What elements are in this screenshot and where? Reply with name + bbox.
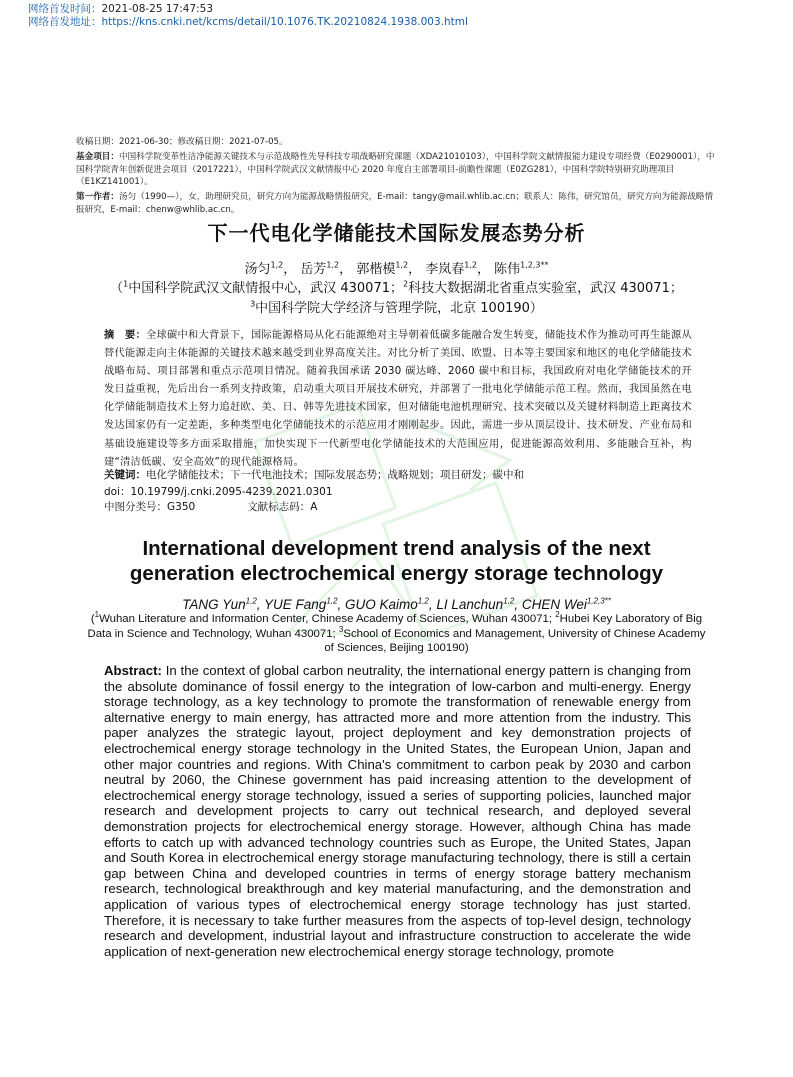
received-dates: 收稿日期：2021-06-30；修改稿日期：2021-07-05。: [76, 137, 288, 147]
classification-line: [104, 500, 317, 514]
author-name: TANG Yun: [182, 597, 246, 612]
doc-code-value: A: [310, 501, 318, 513]
chinese-affiliations: [110, 279, 683, 319]
author-sep: ,: [256, 597, 265, 612]
affil-text: Wuhan Literature and Information Center, Chinese Academy of Sciences, Wuhan 430071;: [99, 613, 556, 625]
doi-line: [104, 485, 333, 499]
fund-text: 中国科学院变革性洁净能源关键技术与示范战略性先导科技专项战略研究课题（XDA21010103），中国科学院文献情报能力建设专项经费（E0290001），中国科学院青年创新促进会项目（2017221），中国科学院武汉文献情报中心 2020 年度自主部署项目-前瞻性课题（E0ZG281），中国科学院特别研究助理项目（E1KZ141001）。: [76, 152, 715, 187]
author-sup: 1,2: [503, 596, 515, 606]
affil-text: School of Economics and Management, University of Chinese Academy of Sciences, Beijing 100190): [324, 627, 706, 654]
affil-sup: 3: [250, 299, 256, 309]
class-label: 中图分类号：: [104, 501, 167, 513]
doi-value: 10.19799/j.cnki.2095-4239.2021.0301: [130, 486, 333, 498]
abstract-text: 全球碳中和大背景下，国际能源格局从化石能源绝对主导朝着低碳多能融合发生转变，储能技术作为推动可再生能源从替代能源走向主体能源的关键技术越来越受到业界高度关注。对比分析了美国、欧盟、日本等主要国家和地区的电化学储能技术战略布局、项目部署和重点示范项目情况。随着我国承诺 2030 碳达峰、2060 碳中和目标，我国政府对电化学储能技术的开发日益重视，先后出台一系列支持政策，启动重大项目开展技术研究，并部署了一批电化学储能示范工程。然而，我国虽然在电化学储能制造技术上努力追赶欧、美、日、韩等先进技术国家，但对储能电池机理研究、技术突破以及关键材料制造上距离技术发达国家仍有一定差距，多种类型电化学储能技术的示范应用才刚刚起步。因此，需进一步从顶层设计、技术研发、产业布局和基础设施建设等多方面采取措施，加快实现下一代新型电化学储能技术的大范围应用，促进能源高效利用、多能融合互补，构建“清洁低碳、安全高效”的现代能源格局。: [104, 330, 692, 468]
pub-time-line: [28, 3, 213, 16]
english-title-line-2: generation electrochemical energy storage technology: [129, 562, 664, 585]
author-sup: 1,2: [417, 596, 429, 606]
affil-sup: 3: [338, 624, 344, 634]
author-name: 郭楷模: [356, 262, 396, 277]
author-name: 陈伟: [494, 262, 521, 277]
affil-text: 科技大数据湖北省重点实验室，武汉 430071；: [408, 281, 683, 296]
doc-code-label: 文献标志码：: [247, 501, 311, 513]
pub-url-line: [28, 16, 468, 29]
pub-url-label: 网络首发地址：: [28, 16, 102, 28]
author-sep: ,: [428, 597, 437, 612]
abstract-label: 摘 要：: [104, 330, 146, 341]
author-sup: 1,2,3**: [520, 260, 549, 270]
affil-text: 中国科学院武汉文献情报中心，武汉 430071；: [128, 281, 403, 296]
affil-sup: 2: [555, 610, 560, 620]
abstract-text: In the context of global carbon neutrality, the international energy pattern is changing from the absolute dominance of fossil energy to the integration of low-carbon and multi-energy. Energy storage technology, as a key technology to promote the transformation of renewable energy from alternative energy to main energy, has attracted more and more attention from the industry. This paper analyzes the strategic layout, project deployment and key demonstration projects of electrochemical energy storage technology in the United States, the European Union, Japan and other major countries and regions. With China's commitment to carbon peak by 2030 and carbon neutral by 2060, the Chinese government has paid increasing attention to the development of electrochemical energy storage technology, issued a series of supporting policies, launched major research and development projects to carry out technical research, and deployed several demonstration projects for electrochemical energy storage. However, although China has made efforts to catch up with advanced technology countries such as Europe, the United States, Japan and South Korea in electrochemical energy storage manufacturing technology, there is still a certain gap between China and developed countries in terms of energy storage battery mechanism research, technological breakthrough and key material manufacturing, and the demonstration and application of various types of electrochemical energy storage technology has just started. Therefore, it is necessary to take further measures from the aspects of top-level design, technology research and development, industrial layout and infrastructure construction to accelerate the wide application of next-generation new electrochemical energy storage technology, promote: [104, 663, 691, 959]
first-author-text: 汤匀（1990—），女，助理研究员，研究方向为能源战略情报研究，E-mail：tangy@mail.whlib.ac.cn；联系人：陈伟，研究馆员，研究方向为能源战略情报研究，E-mail：chenw@whlib.ac.cn。: [76, 192, 714, 215]
keywords-text: 电化学储能技术；下一代电池技术；国际发展态势；战略规划；项目研发；碳中和: [146, 469, 524, 481]
author-sep: ，: [408, 262, 422, 277]
affil-sup: 1: [123, 279, 129, 289]
author-name: CHEN Wei: [521, 597, 587, 612]
affil-open: (: [90, 613, 95, 625]
author-sup: 1,2: [245, 596, 257, 606]
author-name: 岳芳: [300, 262, 327, 277]
author-sep: ，: [476, 262, 490, 277]
author-name: 汤匀: [244, 262, 271, 277]
author-sup: 1,2: [270, 260, 284, 270]
author-sep: ，: [339, 262, 353, 277]
chinese-abstract: [104, 327, 692, 472]
pub-time-value: 2021-08-25 17:47:53: [101, 3, 214, 15]
author-sep: ,: [337, 597, 345, 612]
abstract-label: Abstract:: [104, 663, 162, 678]
affil-open: （: [110, 281, 124, 296]
author-name: 李岚春: [425, 262, 465, 277]
author-sup: 1,2: [464, 260, 477, 270]
affil-sup: 1: [94, 610, 100, 620]
keywords-label: 关键词：: [104, 469, 146, 481]
affil-sup: 2: [403, 279, 409, 289]
english-title-line-1: International development trend analysis of the next: [142, 537, 651, 560]
english-title: [0, 536, 793, 586]
chinese-title: 下一代电化学储能技术国际发展态势分析: [207, 221, 586, 245]
affil-text: Hubei Key Laboratory of Big Data in Science and Technology, Wuhan 430071;: [87, 613, 703, 640]
author-sep: ，: [283, 262, 297, 277]
english-affiliations: [84, 612, 709, 656]
first-author-label: 第一作者：: [76, 192, 119, 202]
class-value: G350: [167, 501, 196, 513]
author-sup: 1,2,3**: [586, 596, 611, 606]
affil-text: 中国科学院大学经济与管理学院，北京 100190）: [255, 301, 543, 316]
english-abstract: [104, 663, 691, 959]
author-sup: 1,2: [395, 260, 409, 270]
fund-info: [76, 151, 721, 189]
first-author-info: [76, 191, 721, 216]
author-name: YUE Fang: [264, 597, 327, 612]
fund-label: 基金项目：: [76, 152, 119, 162]
author-name: LI Lanchun: [436, 597, 504, 612]
english-authors: [0, 597, 793, 612]
author-sup: 1,2: [326, 260, 340, 270]
doi-label: doi：: [104, 486, 131, 498]
keywords-line: [104, 468, 524, 482]
pub-url-link[interactable]: https://kns.cnki.net/kcms/detail/10.1076.TK.20210824.1938.003.html: [101, 16, 468, 28]
pub-time-label: 网络首发时间：: [28, 3, 102, 15]
author-sep: ,: [514, 597, 522, 612]
author-name: GUO Kaimo: [344, 597, 418, 612]
chinese-authors: [0, 258, 793, 277]
author-sup: 1,2: [326, 596, 338, 606]
